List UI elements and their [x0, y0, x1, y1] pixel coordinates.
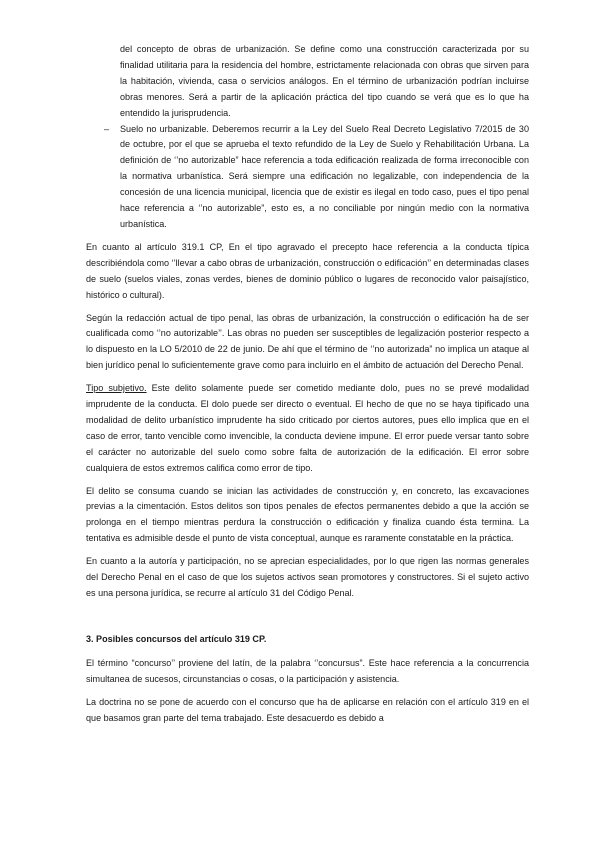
paragraph: [86, 381, 529, 476]
paragraph: El delito se consuma cuando se inician las actividades de construcción y, en concreto, las excavaciones previas a la cimentación. Estos delitos son tipos penales de efectos permanentes debido a que la acción se prolonga en el tiempo mientras perdura la construcción o edificación y finaliza cuando ésta termina. La tentativa es admisible desde el punto de vista conceptual, aunque es raramente constatable en la práctica.: [86, 485, 529, 544]
list-item-text: Suelo no urbanizable. Deberemos recurrir a la Ley del Suelo Real Decreto Legislativo 7/2015 de 30 de octubre, por el que se aprueba el texto refundido de la Ley de Suelo y Rehabilitación Urbana. La definición de ‘’no autorizable” hace referencia a toda edificación realizada de forma irreconocible con la normativa urbanística. Será siempre una edificación no legalizable, con independencia de la concesión de una licencia municipal, licencia que de existir es ilegal en todo caso, pues el tipo penal hace referencia a ‘’no autorizable”, esto es, a no conciliable por ningún medio con la normativa urbanística.: [120, 123, 529, 229]
list-item-continuation: del concepto de obras de urbanización. Se define como una construcción caracterizada por su finalidad utilitaria para la residencia del hombre, estrictamente relacionada con obras que sirven para la habitación, vivienda, casa o servicios análogos. En el término de urbanización podrían incluirse obras menores. Será a partir de la aplicación práctica del tipo cuando se verá que es lo que ha entendido la jurisprudencia.: [120, 44, 529, 118]
section-heading: 3. Posibles concursos del artículo 319 CP.: [86, 633, 267, 644]
list-bullet: –: [104, 123, 110, 134]
paragraph: El término “concurso’’ proviene del latín, de la palabra ‘’concursus”. Este hace referencia a la concurrencia simultanea de sucesos, circunstancias o cosas, o la participación y asistencia.: [86, 657, 529, 684]
underlined-term: Tipo subjetivo.: [86, 383, 147, 394]
paragraph-text: Este delito solamente puede ser cometido mediante dolo, pues no se prevé modalidad imprudente de la conducta. El dolo puede ser directo o eventual. El hecho de que no se haya tipificado una modalidad de delito urbanístico imprudente ha sido criticado por ciertos autores, pues ello implica que en el caso de error, tanto vencible como invencible, la conducta deviene impune. El error puede versar tanto sobre el carácter no autorizable del suelo como sobre falta de autorización de la edificación. El error sobre cualquiera de estos extremos califica como error de tipo.: [86, 383, 530, 473]
document-body: [86, 42, 529, 726]
list-item: [104, 122, 529, 233]
paragraph: La doctrina no se pone de acuerdo con el concurso que ha de aplicarse en relación con el artículo 319 en el que basamos gran parte del tema trabajado. Este desacuerdo es debido a: [86, 696, 529, 723]
paragraph: Según la redacción actual de tipo penal, las obras de urbanización, la construcción o edificación ha de ser cualificada como ‘’no autorizable’’. Las obras no pueden ser susceptibles de legalización posterior respecto a lo dispuesto en la LO 5/2010 de 22 de junio. De ahí que el término de ‘’no autorizada” no implica un ataque al bien jurídico penal lo suficientemente grave como para incluirlo en el ámbito de actuación del Derecho Penal.: [86, 312, 529, 371]
paragraph: En cuanto al artículo 319.1 CP, En el tipo agravado el precepto hace referencia a la conducta típica describiéndola como ‘’llevar a cabo obras de urbanización, construcción o edificación’’ en determinadas clases de suelo (suelos viales, zonas verdes, bienes de dominio público o lugares de reconocido valor paisajístico, histórico o cultural).: [86, 241, 529, 300]
paragraph: En cuanto a la autoría y participación, no se aprecian especialidades, por lo que rigen las normas generales del Derecho Penal en el caso de que los sujetos activos sean promotores y constructores. Si el sujeto activo es una persona jurídica, se recurre al artículo 31 del Código Penal.: [86, 556, 529, 598]
